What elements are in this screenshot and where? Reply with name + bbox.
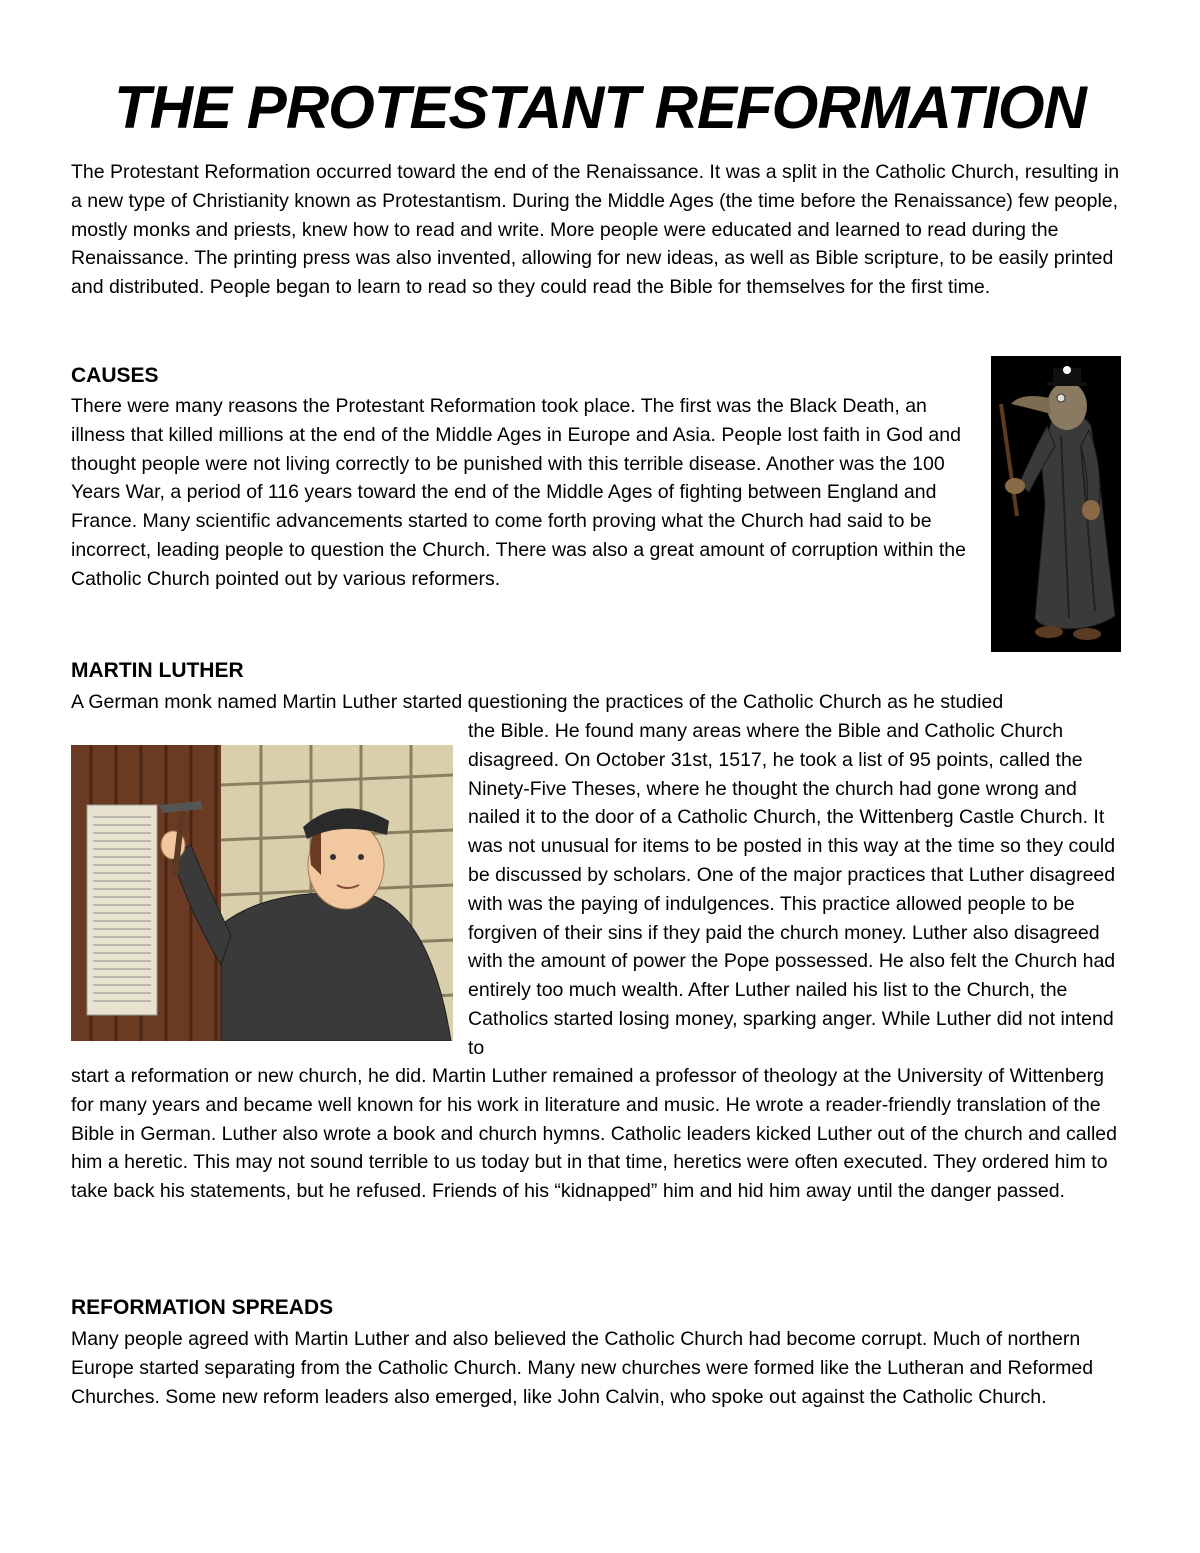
causes-paragraph: There were many reasons the Protestant Reformation took place. The first was the Black Death, an illness that killed millions at the end of the Middle Ages in Europe and Asia. People lost faith in God and thought people were not living correctly to be punished with this terrible disease. Another was the 100 Years War, a period of 116 years toward the end of the Middle Ages of fighting between England and France. Many scientific advancements started to come forth proving what the Church had said to be incorrect, leading people to question the Church. There was also a great amount of corruption within the Catholic Church pointed out by various reformers. [71, 395, 967, 590]
plague-doctor-image [991, 356, 1121, 652]
luther-heading: MARTIN LUTHER [71, 659, 244, 682]
luther-theses-image [71, 745, 453, 1041]
luther-paragraph-line1: A German monk named Martin Luther started questioning the practices of the Catholic Church as he studied [71, 691, 1004, 713]
spreads-paragraph: Many people agreed with Martin Luther and also believed the Catholic Church had become corrupt. Much of northern Europe started separating from the Catholic Church. Many new churches were formed like the Lutheran and Reformed Churches. Some new reform leaders also emerged, like John Calvin, who spoke out against the Catholic Church. [71, 1328, 1094, 1408]
intro-paragraph: The Protestant Reformation occurred toward the end of the Renaissance. It was a split in the Catholic Church, resulting in a new type of Christianity known as Protestantism. During the Middle Ages (the time before the Renaissance) few people, mostly monks and priests, knew how to read and write. More people were educated and learned to read during the Renaissance. The printing press was also invented, allowing for new ideas, as well as Bible scripture, to be easily printed and distributed. People began to learn to read so they could read the Bible for themselves for the first time. [71, 161, 1120, 299]
spreads-heading: REFORMATION SPREADS [71, 1296, 334, 1319]
page-title: THE PROTESTANT REFORMATION [114, 74, 1086, 141]
luther-paragraph-rest: start a reformation or new church, he did. Martin Luther remained a professor of theology at the University of Wittenberg for many years and became well known for his work in literature and music. He wrote a reader-friendly translation of the Bible in German. Luther also wrote a book and church hymns. Catholic leaders kicked Luther out of the church and called him a heretic. This may not sound terrible to us today but in that time, heretics were often executed. They ordered him to take back his statements, but he refused. Friends of his “kidnapped” him and hid him away until the danger passed. [71, 1065, 1118, 1203]
causes-heading: CAUSES [71, 364, 159, 387]
luther-paragraph-wrapped: the Bible. He found many areas where the Bible and Catholic Church disagreed. On October 31st, 1517, he took a list of 95 points, called the Ninety-Five Theses, where he thought the church had gone wrong and nailed it to the door of a Catholic Church, the Wittenberg Castle Church. It was not unusual for items to be posted in this way at the time so they could be discussed by scholars. One of the major practices that Luther disagreed with was the paying of indulgences. This practice allowed people to be forgiven of their sins if they paid the church money. Luther also disagreed with the amount of power the Pope possessed. He also felt the Church had entirely too much wealth. After Luther nailed his list to the Church, the Catholics started losing money, sparking anger. While Luther did not intend to [468, 720, 1116, 1059]
